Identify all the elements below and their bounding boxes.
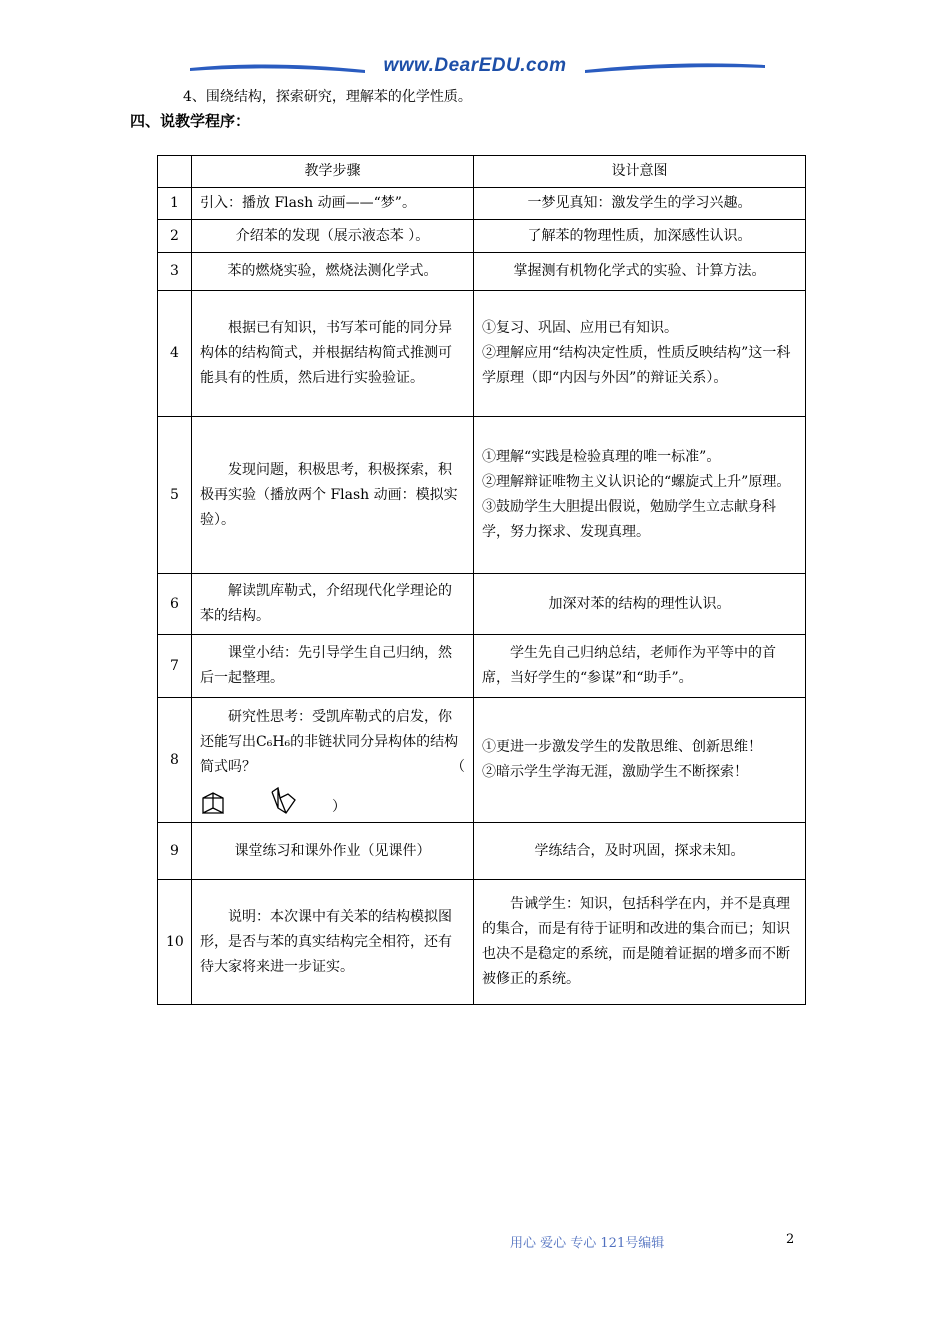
page-number: 2 [786, 1232, 795, 1247]
intent-line: ②理解应用“结构决定性质，性质反映结构”这一科学原理（即“内因与外因”的辩证关系）。 [482, 345, 791, 386]
row-intent [474, 823, 806, 880]
intent-line: 告诫学生：知识，包括科学在内，并不是真理的集合，而是有待于证明和改进的集合而已；知识也决不是稳定的系统，而是随着证据的增多而不断被修正的系统。 [482, 896, 790, 987]
site-header [180, 52, 770, 86]
table-row [158, 291, 806, 417]
header-intent: 设计意图 [474, 156, 806, 188]
row-step: 根据已有知识，书写苯可能的同分异构体的结构简式，并根据结构简式推测可能具有的性质，然后进行实验验证。 [192, 291, 474, 417]
structure-figures [200, 782, 465, 816]
step-text [200, 705, 465, 780]
prismane-structure-icon [200, 790, 228, 816]
row-number: 8 [158, 698, 192, 823]
row-intent [474, 880, 806, 1005]
footer-note: 用心 爱心 专心 121号编辑 [510, 1236, 665, 1251]
row-number: 7 [158, 635, 192, 698]
close-paren: ） [332, 798, 346, 815]
row-step: 苯的燃烧实验，燃烧法测化学式。 [192, 253, 474, 291]
intro-line: 4、围绕结构，探索研究，理解苯的化学性质。 [183, 89, 472, 105]
intent-line: ①更进一步激发学生的发散思维、创新思维！ [482, 739, 762, 755]
row-intent [474, 574, 806, 635]
row-intent [474, 291, 806, 417]
row-number: 5 [158, 417, 192, 574]
intent-line: ②理解辩证唯物主义认识论的“螺旋式上升”原理。 [482, 474, 791, 490]
section-title: 四、说教学程序： [130, 112, 251, 130]
row-step: 解读凯库勒式，介绍现代化学理论的苯的结构。 [192, 574, 474, 635]
intent-line: ③鼓励学生大胆提出假说，勉励学生立志献身科学，努力探求、发现真理。 [482, 499, 776, 540]
row-number: 10 [158, 880, 192, 1005]
site-name[interactable]: www.DearEDU.com [383, 55, 567, 76]
row-intent [474, 188, 806, 220]
table-row [158, 253, 806, 291]
table-header-row [158, 156, 806, 188]
table-row [158, 635, 806, 698]
intent-line: 了解苯的物理性质，加深感性认识。 [527, 227, 752, 244]
table-row [158, 823, 806, 880]
row-step: 说明：本次课中有关苯的结构模拟图形，是否与苯的真实结构完全相符，还有待大家将来进一步证实。 [192, 880, 474, 1005]
row-intent [474, 417, 806, 574]
row-number: 1 [158, 188, 192, 220]
row-number: 2 [158, 220, 192, 253]
intent-line: ①理解“实践是检验真理的唯一标准”。 [482, 449, 721, 465]
intent-line: ①复习、巩固、应用已有知识。 [482, 320, 678, 336]
row-intent [474, 635, 806, 698]
row-intent [474, 698, 806, 823]
table-row [158, 188, 806, 220]
header-step: 教学步骤 [192, 156, 474, 188]
row-step [192, 698, 474, 823]
teaching-steps-table [157, 155, 806, 1005]
row-step: 课堂小结：先引导学生自己归纳，然后一起整理。 [192, 635, 474, 698]
table-row [158, 220, 806, 253]
row-intent [474, 220, 806, 253]
table-row [158, 417, 806, 574]
row-number: 9 [158, 823, 192, 880]
table-row [158, 880, 806, 1005]
row-number: 6 [158, 574, 192, 635]
intent-line: 学练结合，及时巩固，探求未知。 [534, 842, 745, 859]
row-step: 发现问题，积极思考，积极探索，积极再实验（播放两个 Flash 动画：模拟实验）。 [192, 417, 474, 574]
row-number: 3 [158, 253, 192, 291]
row-number: 4 [158, 291, 192, 417]
intent-line: 加深对苯的结构的理性认识。 [548, 595, 731, 612]
intent-line: ②暗示学生学海无涯，激励学生不断探索！ [482, 764, 748, 780]
dewar-benzene-structure-icon [268, 786, 298, 816]
open-paren: （ [451, 758, 465, 775]
table-row [158, 698, 806, 823]
header-num [158, 156, 192, 188]
row-step: 介绍苯的发现（展示液态苯 ）。 [192, 220, 474, 253]
intent-line: 学生先自己归纳总结，老师作为平等中的首席，当好学生的“参谋”和“助手”。 [482, 645, 776, 686]
intent-line: 掌握测有机物化学式的实验、计算方法。 [513, 263, 766, 279]
table-row [158, 574, 806, 635]
step-question: 研究性思考：受凯库勒式的启发，你还能写出C₆H₆的非链状同分异构体的结构简式吗？ [200, 708, 459, 775]
row-step: 课堂练习和课外作业（见课件） [192, 823, 474, 880]
intent-line: 一梦见真知：激发学生的学习兴趣。 [527, 195, 752, 211]
row-step: 引入：播放 Flash 动画——“梦”。 [192, 188, 474, 220]
row-intent [474, 253, 806, 291]
